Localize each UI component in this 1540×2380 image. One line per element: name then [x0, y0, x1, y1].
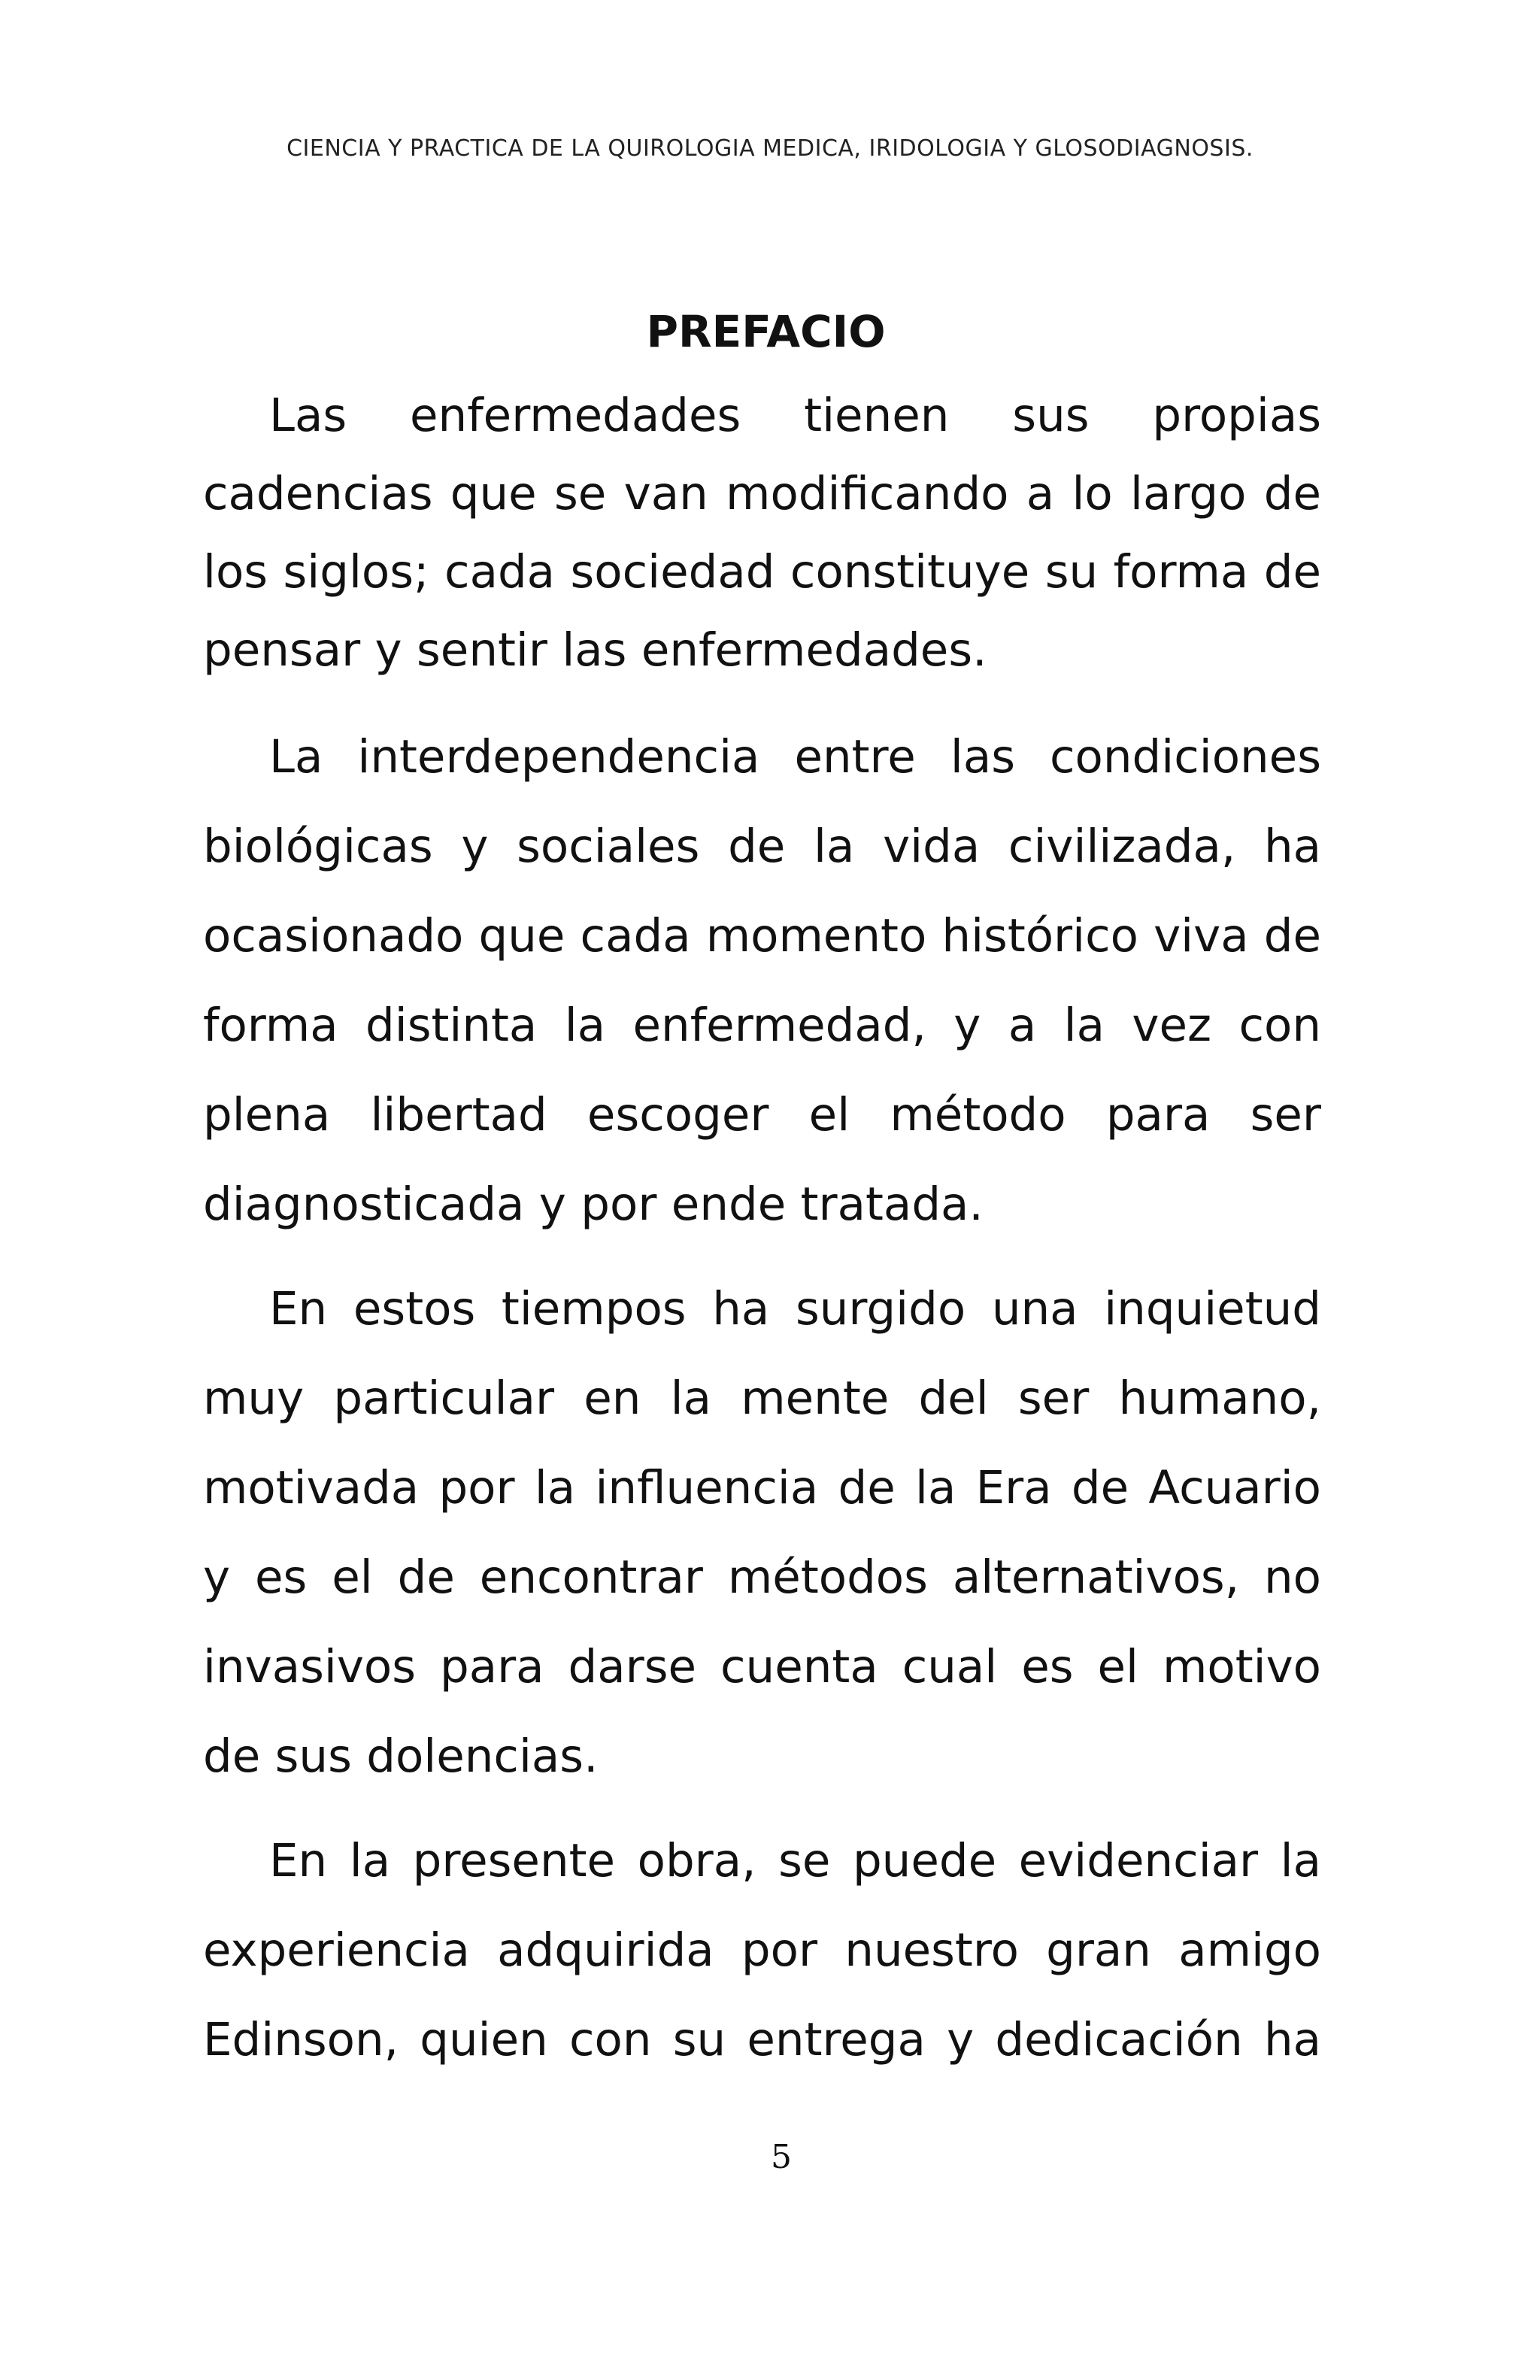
paragraph-2: La interdependencia entre las condiciones biológicas y sociales de la vida civilizada, ha ocasionado que cada momento histórico viva de forma distinta la enfermedad, y a la vez con plena libertad escoger el método para ser diagnosticada y por ende tratada.: [203, 730, 1321, 1231]
paragraph-3: En estos tiempos ha surgido una inquietud muy particular en la mente del ser humano, motivada por la influencia de la Era de Acuario y es el de encontrar métodos alternativos, no invasivos para darse cuenta cual es el motivo de sus dolencias.: [203, 1282, 1321, 1783]
page-number: 5: [771, 2138, 792, 2176]
paragraph-1: Las enfermedades tienen sus propias cadencias que se van modificando a lo largo de los siglos; cada sociedad constituye su forma de pensar y sentir las enfermedades.: [203, 389, 1321, 677]
running-header: CIENCIA Y PRACTICA DE LA QUIROLOGIA MEDICA, IRIDOLOGIA Y GLOSODIAGNOSIS.: [286, 135, 1254, 162]
page-body: [203, 297, 1321, 2084]
page-title: PREFACIO: [646, 306, 886, 357]
paragraph-4: En la presente obra, se puede evidenciar la experiencia adquirida por nuestro gran amigo Edinson, quien con su entrega y dedicación ha: [203, 1834, 1321, 2066]
